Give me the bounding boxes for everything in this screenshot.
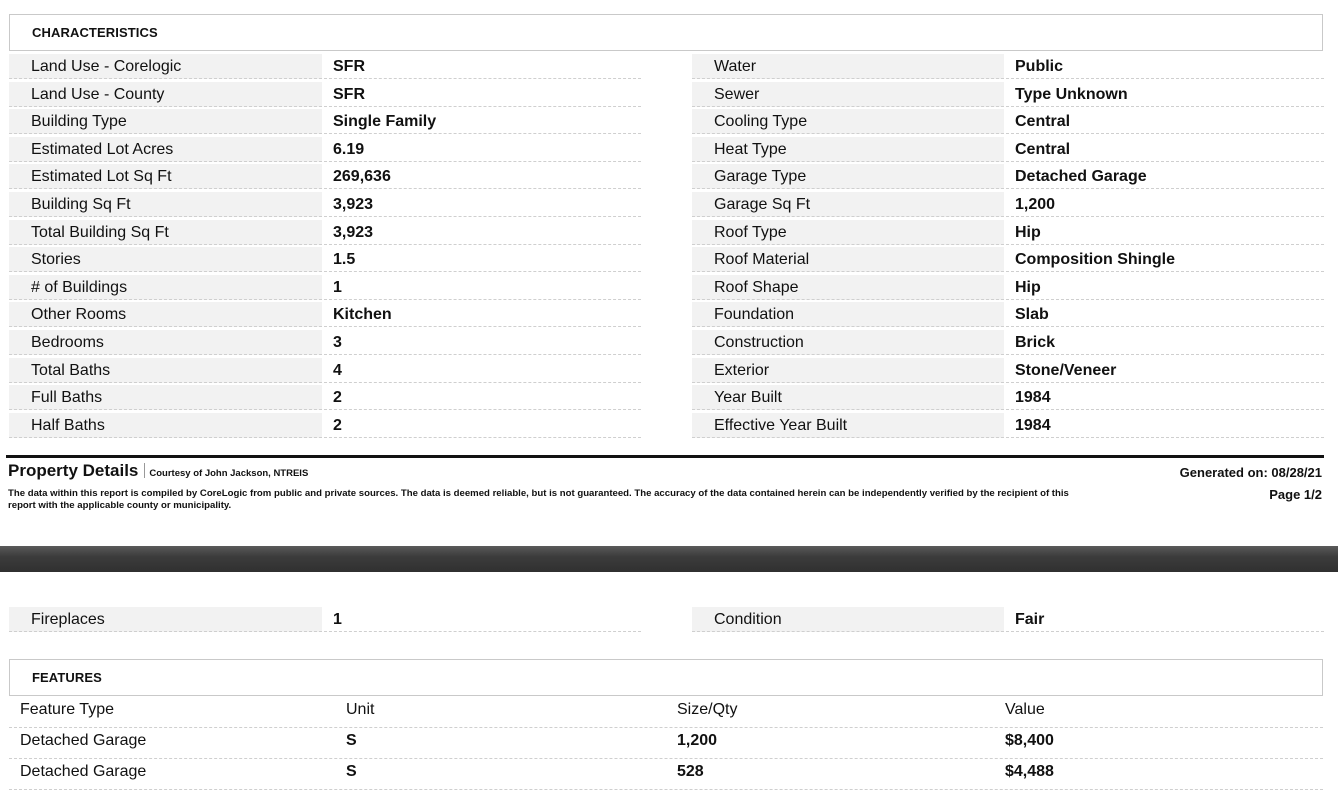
characteristic-label: Stories (9, 247, 322, 272)
characteristic-value: Central (1006, 109, 1324, 134)
characteristic-label: Estimated Lot Acres (9, 137, 322, 162)
characteristic-label: Roof Type (692, 220, 1004, 245)
characteristic-row (0, 137, 1338, 165)
characteristic-value: Type Unknown (1006, 82, 1324, 107)
footer-courtesy: Courtesy of John Jackson, NTREIS (149, 468, 309, 479)
characteristic-label: Sewer (692, 82, 1004, 107)
features-cell: S (346, 732, 357, 749)
characteristic-label: Building Sq Ft (9, 192, 322, 217)
characteristic-value: Stone/Veneer (1006, 358, 1324, 383)
features-cell: $8,400 (1005, 732, 1054, 749)
characteristic-label: Water (692, 54, 1004, 79)
features-cell: Detached Garage (20, 763, 147, 780)
characteristic-value: Single Family (324, 109, 641, 134)
characteristic-row (0, 607, 1338, 635)
footer-disclaimer: The data within this report is compiled by CoreLogic from public and private sources. The data is deemed reliable, but is not guaranteed. The accuracy of the data contained herein can be independently verified by the recipient of this report with the applicable county or municipality. (8, 488, 1069, 511)
characteristic-value: SFR (324, 54, 641, 79)
footer-title-line (8, 461, 308, 481)
characteristic-value: 269,636 (324, 164, 641, 189)
characteristic-value: Hip (1006, 275, 1324, 300)
characteristic-row (0, 275, 1338, 303)
characteristic-label: Garage Type (692, 164, 1004, 189)
characteristic-value: 2 (324, 385, 641, 410)
characteristic-label: # of Buildings (9, 275, 322, 300)
features-cell: 1,200 (677, 732, 718, 749)
features-row (9, 728, 1323, 759)
footer-rule (6, 455, 1324, 458)
characteristic-label: Cooling Type (692, 109, 1004, 134)
characteristic-value: 3 (324, 330, 641, 355)
characteristic-value: Composition Shingle (1006, 247, 1324, 272)
characteristic-row (0, 164, 1338, 192)
characteristics-title: CHARACTERISTICS (32, 25, 158, 40)
characteristic-label: Estimated Lot Sq Ft (9, 164, 322, 189)
characteristic-label: Exterior (692, 358, 1004, 383)
characteristic-label: Full Baths (9, 385, 322, 410)
footer-page-number: Page 1/2 (1269, 487, 1322, 502)
page2-characteristics-row (0, 607, 1338, 635)
characteristic-value: 4 (324, 358, 641, 383)
features-column-header: Size/Qty (677, 701, 738, 718)
features-cell: S (346, 763, 357, 780)
features-header-row (9, 697, 1323, 728)
characteristic-row (0, 192, 1338, 220)
characteristic-value: Hip (1006, 220, 1324, 245)
features-column-header: Value (1005, 701, 1045, 718)
characteristic-value: 1 (324, 607, 641, 632)
characteristic-label: Heat Type (692, 137, 1004, 162)
characteristic-value: 3,923 (324, 192, 641, 217)
features-cell: $4,488 (1005, 763, 1054, 780)
characteristic-label: Total Building Sq Ft (9, 220, 322, 245)
characteristic-value: Kitchen (324, 302, 641, 327)
characteristic-value: 3,923 (324, 220, 641, 245)
characteristics-header (9, 14, 1323, 51)
features-column-header: Feature Type (20, 701, 114, 718)
characteristic-label: Total Baths (9, 358, 322, 383)
characteristic-value: 6.19 (324, 137, 641, 162)
characteristic-row (0, 220, 1338, 248)
characteristic-label: Roof Material (692, 247, 1004, 272)
characteristic-value: Central (1006, 137, 1324, 162)
characteristic-row (0, 385, 1338, 413)
characteristic-label: Year Built (692, 385, 1004, 410)
characteristic-value: 2 (324, 413, 641, 438)
characteristic-value: 1984 (1006, 385, 1324, 410)
characteristic-row (0, 330, 1338, 358)
characteristics-grid (0, 54, 1338, 440)
characteristic-label: Fireplaces (9, 607, 322, 632)
characteristic-label: Bedrooms (9, 330, 322, 355)
characteristic-value: 1.5 (324, 247, 641, 272)
characteristic-label: Other Rooms (9, 302, 322, 327)
characteristic-row (0, 109, 1338, 137)
characteristic-row (0, 302, 1338, 330)
features-title: FEATURES (32, 670, 102, 685)
features-table (9, 697, 1323, 790)
features-column-header: Unit (346, 701, 375, 718)
characteristic-label: Land Use - County (9, 82, 322, 107)
characteristic-label: Condition (692, 607, 1004, 632)
footer-separator (144, 463, 145, 478)
characteristic-value: SFR (324, 82, 641, 107)
features-cell: 528 (677, 763, 704, 780)
characteristic-value: Slab (1006, 302, 1324, 327)
footer-title: Property Details (8, 461, 139, 480)
characteristic-value: Fair (1006, 607, 1324, 632)
characteristic-row (0, 413, 1338, 441)
characteristic-value: Brick (1006, 330, 1324, 355)
characteristic-value: 1 (324, 275, 641, 300)
features-row (9, 759, 1323, 790)
characteristic-row (0, 358, 1338, 386)
characteristic-row (0, 54, 1338, 82)
features-cell: Detached Garage (20, 732, 147, 749)
page-break-divider (0, 546, 1338, 572)
characteristic-label: Effective Year Built (692, 413, 1004, 438)
features-header (9, 659, 1323, 696)
characteristic-value: Detached Garage (1006, 164, 1324, 189)
characteristic-label: Roof Shape (692, 275, 1004, 300)
characteristic-label: Foundation (692, 302, 1004, 327)
characteristic-value: 1,200 (1006, 192, 1324, 217)
characteristic-value: Public (1006, 54, 1324, 79)
characteristic-label: Garage Sq Ft (692, 192, 1004, 217)
characteristic-label: Building Type (9, 109, 322, 134)
characteristic-value: 1984 (1006, 413, 1324, 438)
footer-generated-date: Generated on: 08/28/21 (1179, 465, 1322, 480)
characteristic-label: Land Use - Corelogic (9, 54, 322, 79)
characteristic-label: Construction (692, 330, 1004, 355)
characteristic-label: Half Baths (9, 413, 322, 438)
page-footer (0, 455, 1338, 527)
characteristic-row (0, 82, 1338, 110)
characteristic-row (0, 247, 1338, 275)
